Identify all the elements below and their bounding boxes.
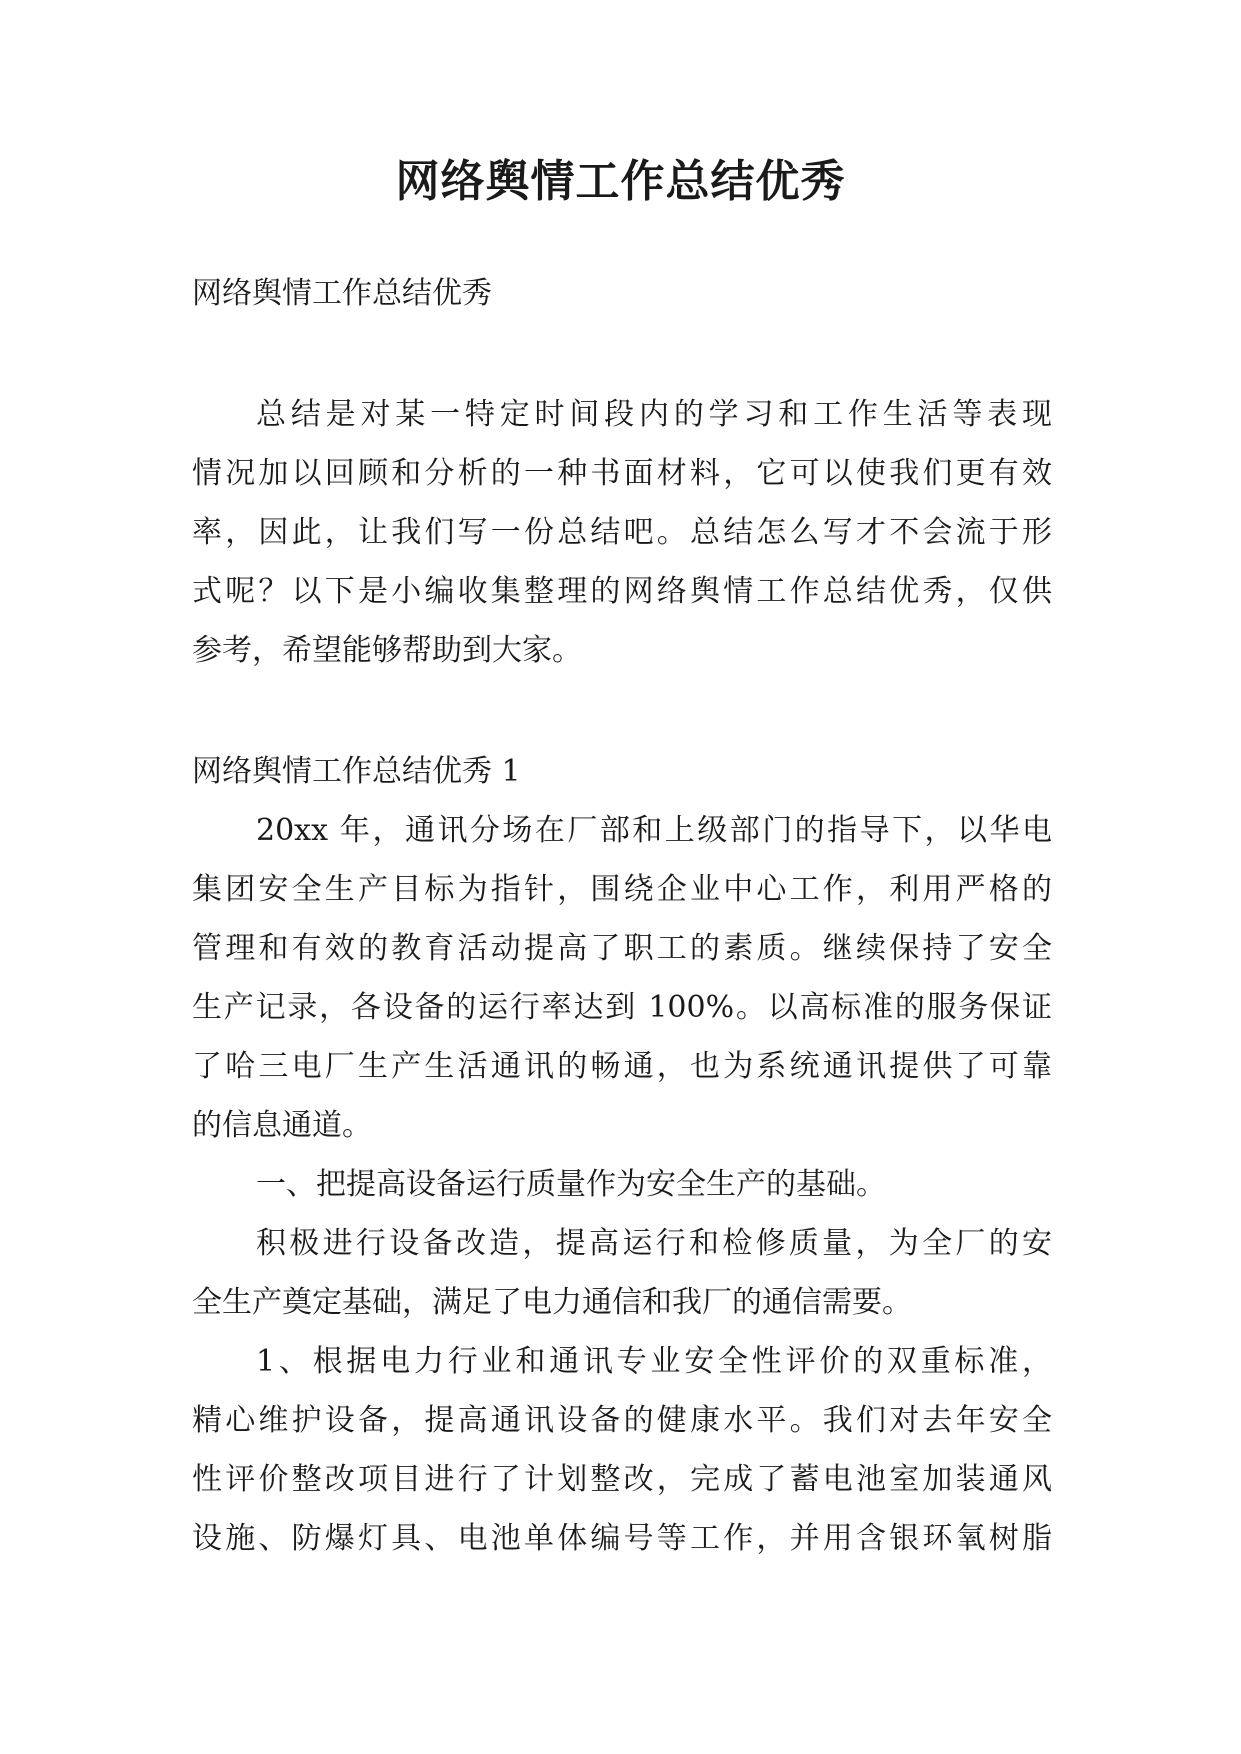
- paragraph-line: 20xx 年，通讯分场在厂部和上级部门的指导下，以华电: [256, 813, 1052, 848]
- section-heading: 网络舆情工作总结优秀 1: [192, 754, 521, 789]
- paragraph-line: 式呢？以下是小编收集整理的网络舆情工作总结优秀，仅供: [192, 574, 1052, 609]
- intro-paragraph: [192, 385, 1052, 680]
- document-body: [192, 264, 1052, 1568]
- spacer: [192, 680, 1052, 742]
- paragraph-line: 情况加以回顾和分析的一种书面材料，它可以使我们更有效: [192, 456, 1052, 491]
- paragraph-line: 设施、防爆灯具、电池单体编号等工作，并用含银环氧树脂: [192, 1521, 1052, 1556]
- paragraph-line: 生产记录，各设备的运行率达到 100%。以高标准的服务保证: [192, 990, 1052, 1025]
- spacer: [192, 323, 1052, 385]
- paragraph-line: 率，因此，让我们写一份总结吧。总结怎么写才不会流于形: [192, 515, 1052, 550]
- paragraph-2: [192, 1214, 1052, 1332]
- paragraph-3: [192, 1332, 1052, 1568]
- paragraph-line: 了哈三电厂生产生活通讯的畅通，也为系统通讯提供了可靠: [192, 1049, 1052, 1084]
- paragraph-line: 的信息通道。: [192, 1108, 372, 1143]
- paragraph-line: 参考，希望能够帮助到大家。: [192, 633, 582, 668]
- paragraph-line: 积极进行设备改造，提高运行和检修质量，为全厂的安: [256, 1226, 1052, 1261]
- document-title: 网络舆情工作总结优秀: [395, 156, 846, 207]
- paragraph-line: 性评价整改项目进行了计划整改，完成了蓄电池室加装通风: [192, 1462, 1052, 1497]
- paragraph-line: 管理和有效的教育活动提高了职工的素质。继续保持了安全: [192, 931, 1052, 966]
- paragraph-line: 全生产奠定基础，满足了电力通信和我厂的通信需要。: [192, 1285, 912, 1320]
- paragraph-line: 总结是对某一特定时间段内的学习和工作生活等表现: [256, 397, 1052, 432]
- paragraph-line: 精心维护设备，提高通讯设备的健康水平。我们对去年安全: [192, 1403, 1052, 1438]
- paragraph-1: [192, 801, 1052, 1155]
- paragraph-line: 集团安全生产目标为指针，围绕企业中心工作，利用严格的: [192, 872, 1052, 907]
- document-subtitle: 网络舆情工作总结优秀: [192, 276, 492, 311]
- point-heading: 一、把提高设备运行质量作为安全生产的基础。: [256, 1167, 886, 1202]
- paragraph-line: 1、根据电力行业和通讯专业安全性评价的双重标准，: [256, 1344, 1052, 1379]
